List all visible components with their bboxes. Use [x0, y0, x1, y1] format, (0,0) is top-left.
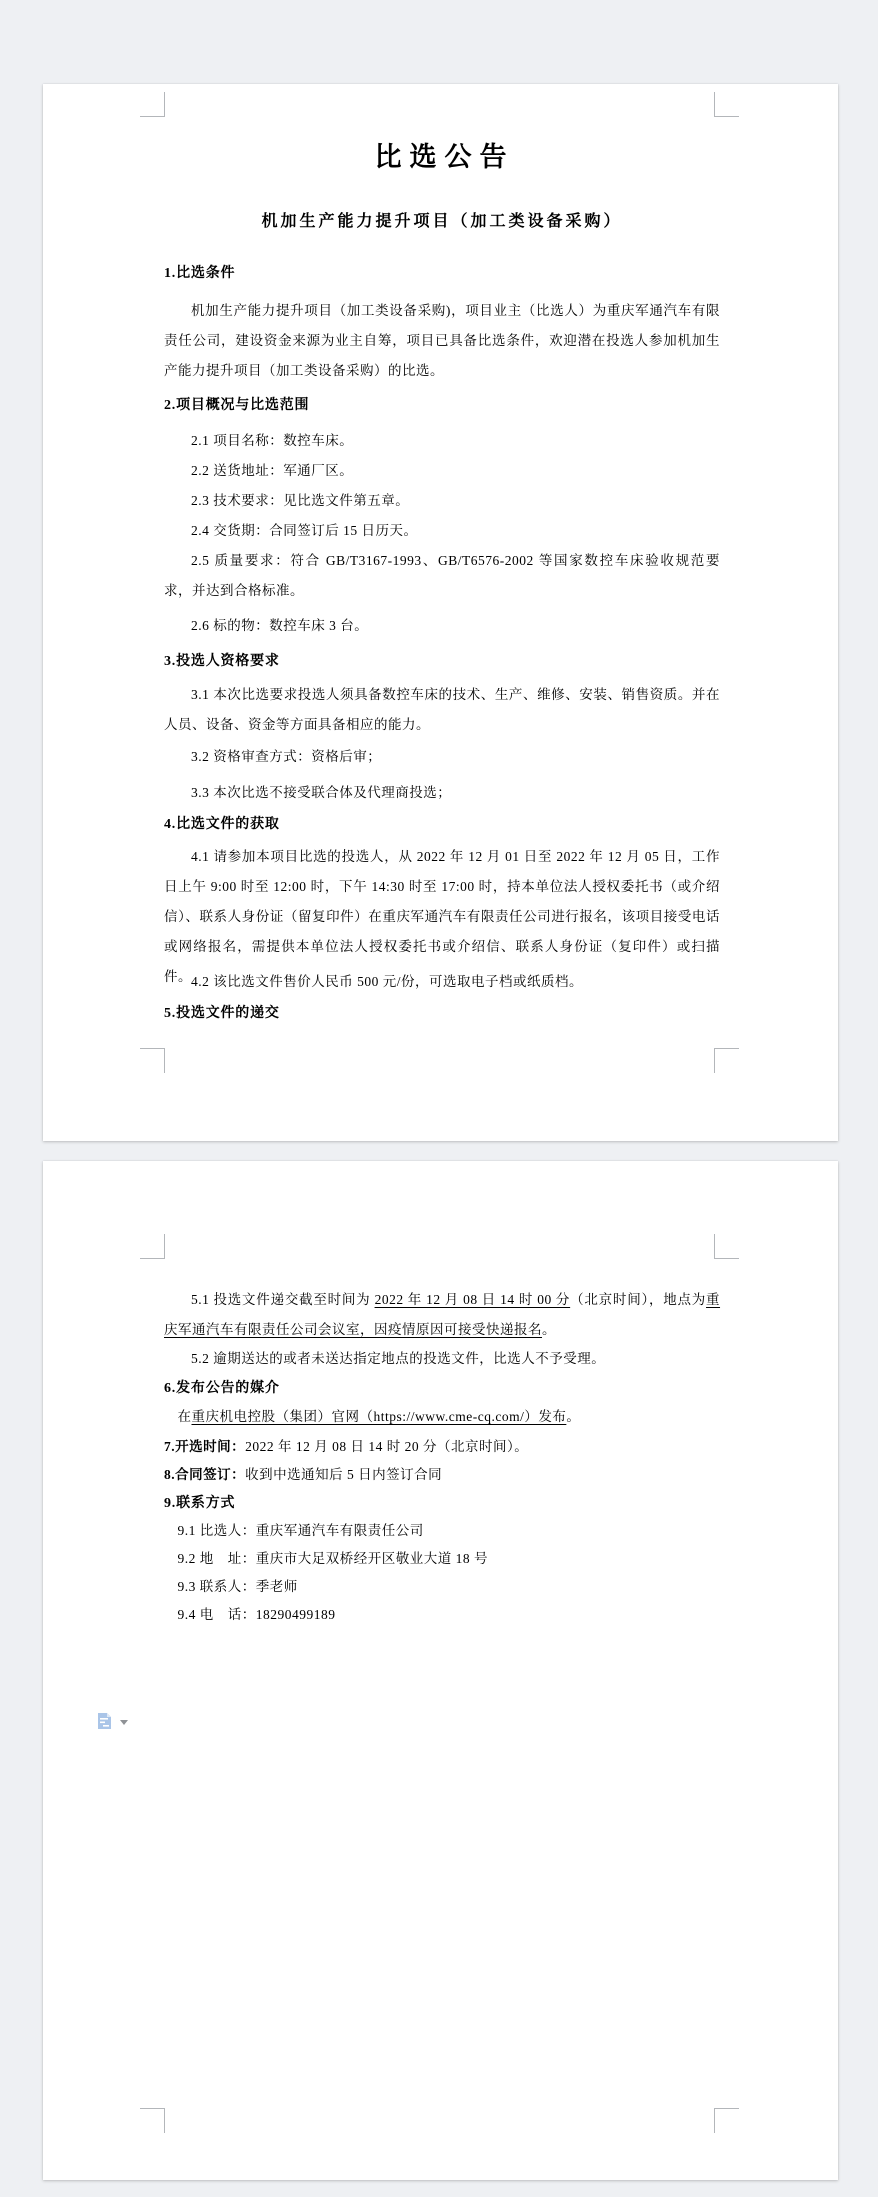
paragraph-6-1-pre: 在: [177, 1409, 192, 1424]
section-heading-8: [164, 1460, 720, 1490]
paragraph-5-1: [164, 1285, 720, 1345]
paragraph-3-1: 3.1 本次比选要求投选人须具备数控车床的技术、生产、维修、安装、销售资质。并在人员、设备、资金等方面具备相应的能力。: [164, 687, 720, 732]
paragraph-5-1-text: 5.1 投选文件递交截至时间为: [191, 1292, 375, 1307]
list-item-2-6: 2.6 标的物：数控车床 3 台。: [191, 618, 369, 633]
list-item-2-1: 2.1 项目名称：数控车床。: [191, 433, 354, 448]
heading-8-value: 收到中选通知后 5 日内签订合同: [245, 1467, 443, 1482]
text-boundary-mark-bottom-right: [714, 1048, 739, 1073]
floating-document-widget[interactable]: [97, 1712, 139, 1734]
dropdown-arrow-icon[interactable]: [120, 1720, 128, 1725]
section-heading-6: 6.发布公告的媒介: [164, 1381, 280, 1396]
paragraph-6-1-end: 。: [566, 1409, 581, 1424]
section-heading-3: 3.投选人资格要求: [164, 654, 280, 669]
paragraph-3-2: 3.2 资格审查方式：资格后审；: [191, 749, 382, 764]
paragraph-3-3: 3.3 本次比选不接受联合体及代理商投选；: [191, 785, 452, 800]
paragraph-4-2: 4.2 该比选文件售价人民币 500 元/份，可选取电子档或纸质档。: [191, 974, 583, 989]
text-boundary-mark-top-left: [140, 92, 165, 117]
list-item-2-2: 2.2 送货地址：军通厂区。: [191, 463, 354, 478]
document-subtitle: 机加生产能力提升项目（加工类设备采购）: [261, 213, 623, 230]
section-heading-7: [164, 1432, 720, 1462]
list-item-2-3: 2.3 技术要求：见比选文件第五章。: [191, 493, 410, 508]
list-item-9-3: 9.3 联系人：季老师: [177, 1579, 298, 1594]
text-boundary-mark-top-left: [140, 1234, 165, 1259]
section-heading-4: 4.比选文件的获取: [164, 817, 280, 832]
text-boundary-mark-top-right: [714, 1234, 739, 1259]
document-icon: [97, 1712, 112, 1735]
section-heading-1: 1.比选条件: [164, 266, 236, 281]
text-boundary-mark-bottom-left: [140, 1048, 165, 1073]
paragraph-4-1: 4.1 请参加本项目比选的投选人，从 2022 年 12 月 01 日至 2022 年 12 月 05 日，工作日上午 9:00 时至 12:00 时，下午 14:30 时至 17:00 时，持本单位法人授权委托书（或介绍信）、联系人身份证（留复印件）在重庆军通汽车有限责任公司进行报名，该项目接受电话或网络报名，需提供本单位法人授权委托书或介绍信、联系人身份证（复印件）或扫描件。: [164, 849, 720, 984]
document-page-1: [43, 84, 838, 1141]
deadline-underlined: 2022 年 12 月 08 日 14 时 00 分: [374, 1292, 571, 1307]
section-heading-9: 9.联系方式: [164, 1496, 236, 1511]
text-boundary-mark-bottom-left: [140, 2108, 165, 2133]
heading-8-label: 8.合同签订：: [164, 1467, 246, 1482]
paragraph-6-1: [164, 1402, 720, 1432]
text-boundary-mark-top-right: [714, 92, 739, 117]
list-item-2-4: 2.4 交货期：合同签订后 15 日历天。: [191, 523, 418, 538]
list-item-9-4: 9.4 电 话：18290499189: [177, 1607, 336, 1622]
document-title: 比选公告: [374, 142, 515, 172]
heading-7-value: 2022 年 12 月 08 日 14 时 20 分（北京时间）。: [245, 1439, 529, 1454]
list-item-2-5: 2.5 质量要求：符合 GB/T3167-1993、GB/T6576-2002 等国家数控车床验收规范要求，并达到合格标准。: [164, 553, 720, 598]
list-item-9-1: 9.1 比选人：重庆军通汽车有限责任公司: [177, 1523, 424, 1538]
list-item-9-2: 9.2 地 址：重庆市大足双桥经开区敬业大道 18 号: [177, 1551, 488, 1566]
section-heading-5: 5.投选文件的递交: [164, 1006, 280, 1021]
text-boundary-mark-bottom-right: [714, 2108, 739, 2133]
paragraph-5-1-mid: （北京时间），地点为: [570, 1292, 707, 1307]
official-website-underlined: 重庆机电控股（集团）官网（https://www.cme-cq.com/）发布: [191, 1409, 567, 1424]
heading-7-label: 7.开选时间：: [164, 1439, 246, 1454]
location-underlined: 重庆军通汽车有限责任公司会议室，因疫情原因可接受快递报名: [164, 1292, 721, 1337]
paragraph-5-1-end: 。: [542, 1322, 556, 1337]
section-heading-2: 2.项目概况与比选范围: [164, 398, 310, 413]
paragraph-1-1: 机加生产能力提升项目（加工类设备采购)，项目业主（比选人）为重庆军通汽车有限责任公司，建设资金来源为业主自筹，项目已具备比选条件，欢迎潜在投选人参加机加生产能力提升项目（加工类设备采购）的比选。: [164, 303, 720, 378]
document-page-2: [43, 1161, 838, 2180]
paragraph-5-2: 5.2 逾期送达的或者未送达指定地点的投选文件，比选人不予受理。: [191, 1351, 606, 1366]
